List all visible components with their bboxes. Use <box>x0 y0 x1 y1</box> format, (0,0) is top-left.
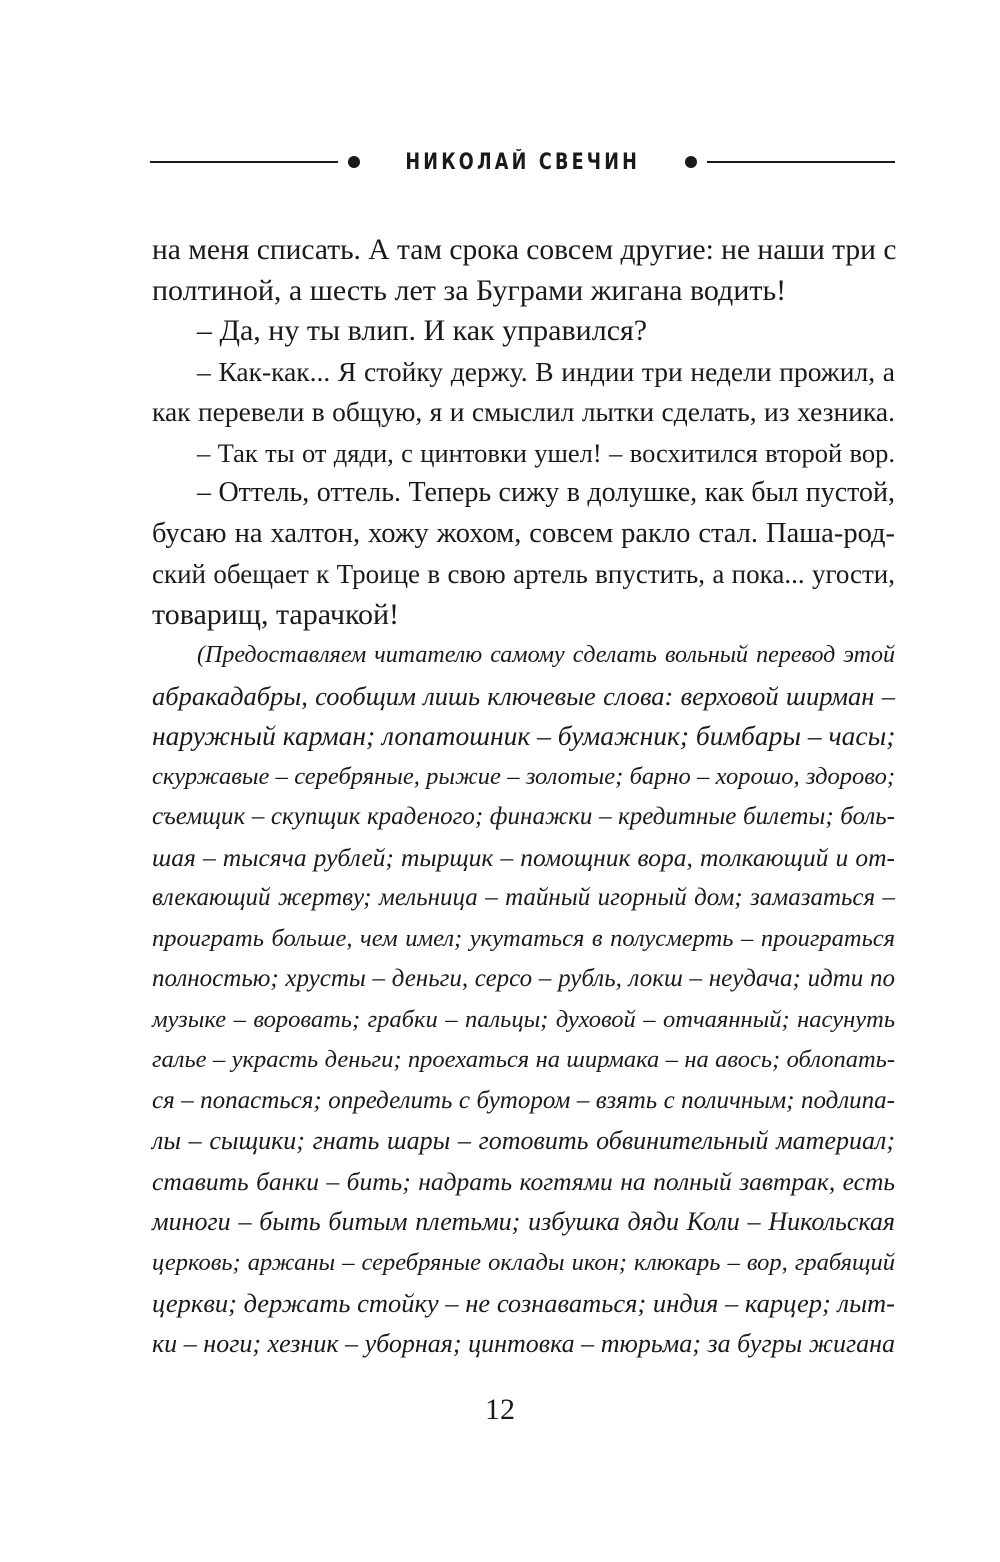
header-bullet-right <box>685 156 697 168</box>
note-line: миноги – быть битым плетьми; избушка дяди Коли – Никольская <box>152 1207 895 1236</box>
note-line: ставить банки – бить; надрать когтями на полный завтрак, есть <box>152 1166 895 1196</box>
page-body <box>152 230 895 1364</box>
note-line: влекающий жертву; мельница – тайный игорный дом; замазаться – <box>152 884 895 911</box>
dialogue-line: – Да, ну ты влип. И как управился? <box>197 314 648 347</box>
text-line: ский обещает к Троице в свою артель впустить, а пока... угости, <box>152 559 895 589</box>
note-line: проиграть больше, чем имел; укутаться в полусмерть – проиграться <box>152 924 895 952</box>
header-bullet-left <box>348 156 360 168</box>
text-line: как перевели в общую, я и смыслил лытки сделать, из хезника. <box>152 396 895 427</box>
note-line: церковь; аржаны – серебряные оклады икон; клюкарь – вор, грабящий <box>152 1248 895 1276</box>
running-header <box>150 140 895 184</box>
note-line: ся – попасться; определить с бутором – взять с поличным; подлипа- <box>152 1086 895 1114</box>
text-line: бусаю на халтон, хожу жохом, совсем ракло стал. Паша-род- <box>152 517 895 549</box>
note-line: скуржавые – серебряные, рыжие – золотые; барно – хорошо, здорово; <box>152 762 895 790</box>
header-rule-left <box>150 161 338 163</box>
note-line: лы – сыщики; гнать шары – готовить обвинительный материал; <box>152 1126 895 1155</box>
dialogue-line: – Как-как... Я стойку держу. В индии три недели прожил, а <box>197 355 895 387</box>
note-line: (Предоставляем читателю самому сделать вольный перевод этой <box>197 642 895 668</box>
page-number: 12 <box>485 1393 515 1426</box>
note-line: музыке – воровать; грабки – пальцы; духовой – отчаянный; насунуть <box>152 1005 895 1033</box>
note-line: полностью; хрусты – деньги, серсо – рубль, локш – неудача; идти по <box>152 965 895 992</box>
dialogue-line: – Так ты от дяди, с цинтовки ушел! – восхитился второй вор. <box>197 437 895 468</box>
note-line: шая – тысяча рублей; тырщик – помощник вора, толкающий и от- <box>152 842 895 872</box>
note-line: абракадабры, сообщим лишь ключевые слова: верховой ширман – <box>152 680 895 711</box>
header-rule-right <box>707 161 895 163</box>
dialogue-line: – Оттель, оттель. Теперь сижу в долушке, как был пустой, <box>197 477 895 508</box>
text-line: товарищ, тарачкой! <box>152 597 400 631</box>
note-line: наружный карман; лопатошник – бумажник; бимбары – часы; <box>152 720 896 751</box>
note-line: съемщик – скупщик краденого; финажки – кредитные билеты; боль- <box>152 803 895 830</box>
note-line: ки – ноги; хезник – уборная; цинтовка – тюрьма; за бугры жигана <box>152 1328 895 1358</box>
text-line: полтиной, а шесть лет за Буграми жигана водить! <box>152 273 787 307</box>
text-line: на меня списать. А там срока совсем другие: не наши три с <box>152 234 897 266</box>
note-line: галье – украсть деньги; проехаться на ширмака – на авось; облопать- <box>152 1046 895 1073</box>
running-head-author: НИКОЛАЙ СВЕЧИН <box>405 149 640 175</box>
note-line: церкви; держать стойку – не сознаваться; индия – карцер; лыт- <box>152 1288 895 1318</box>
